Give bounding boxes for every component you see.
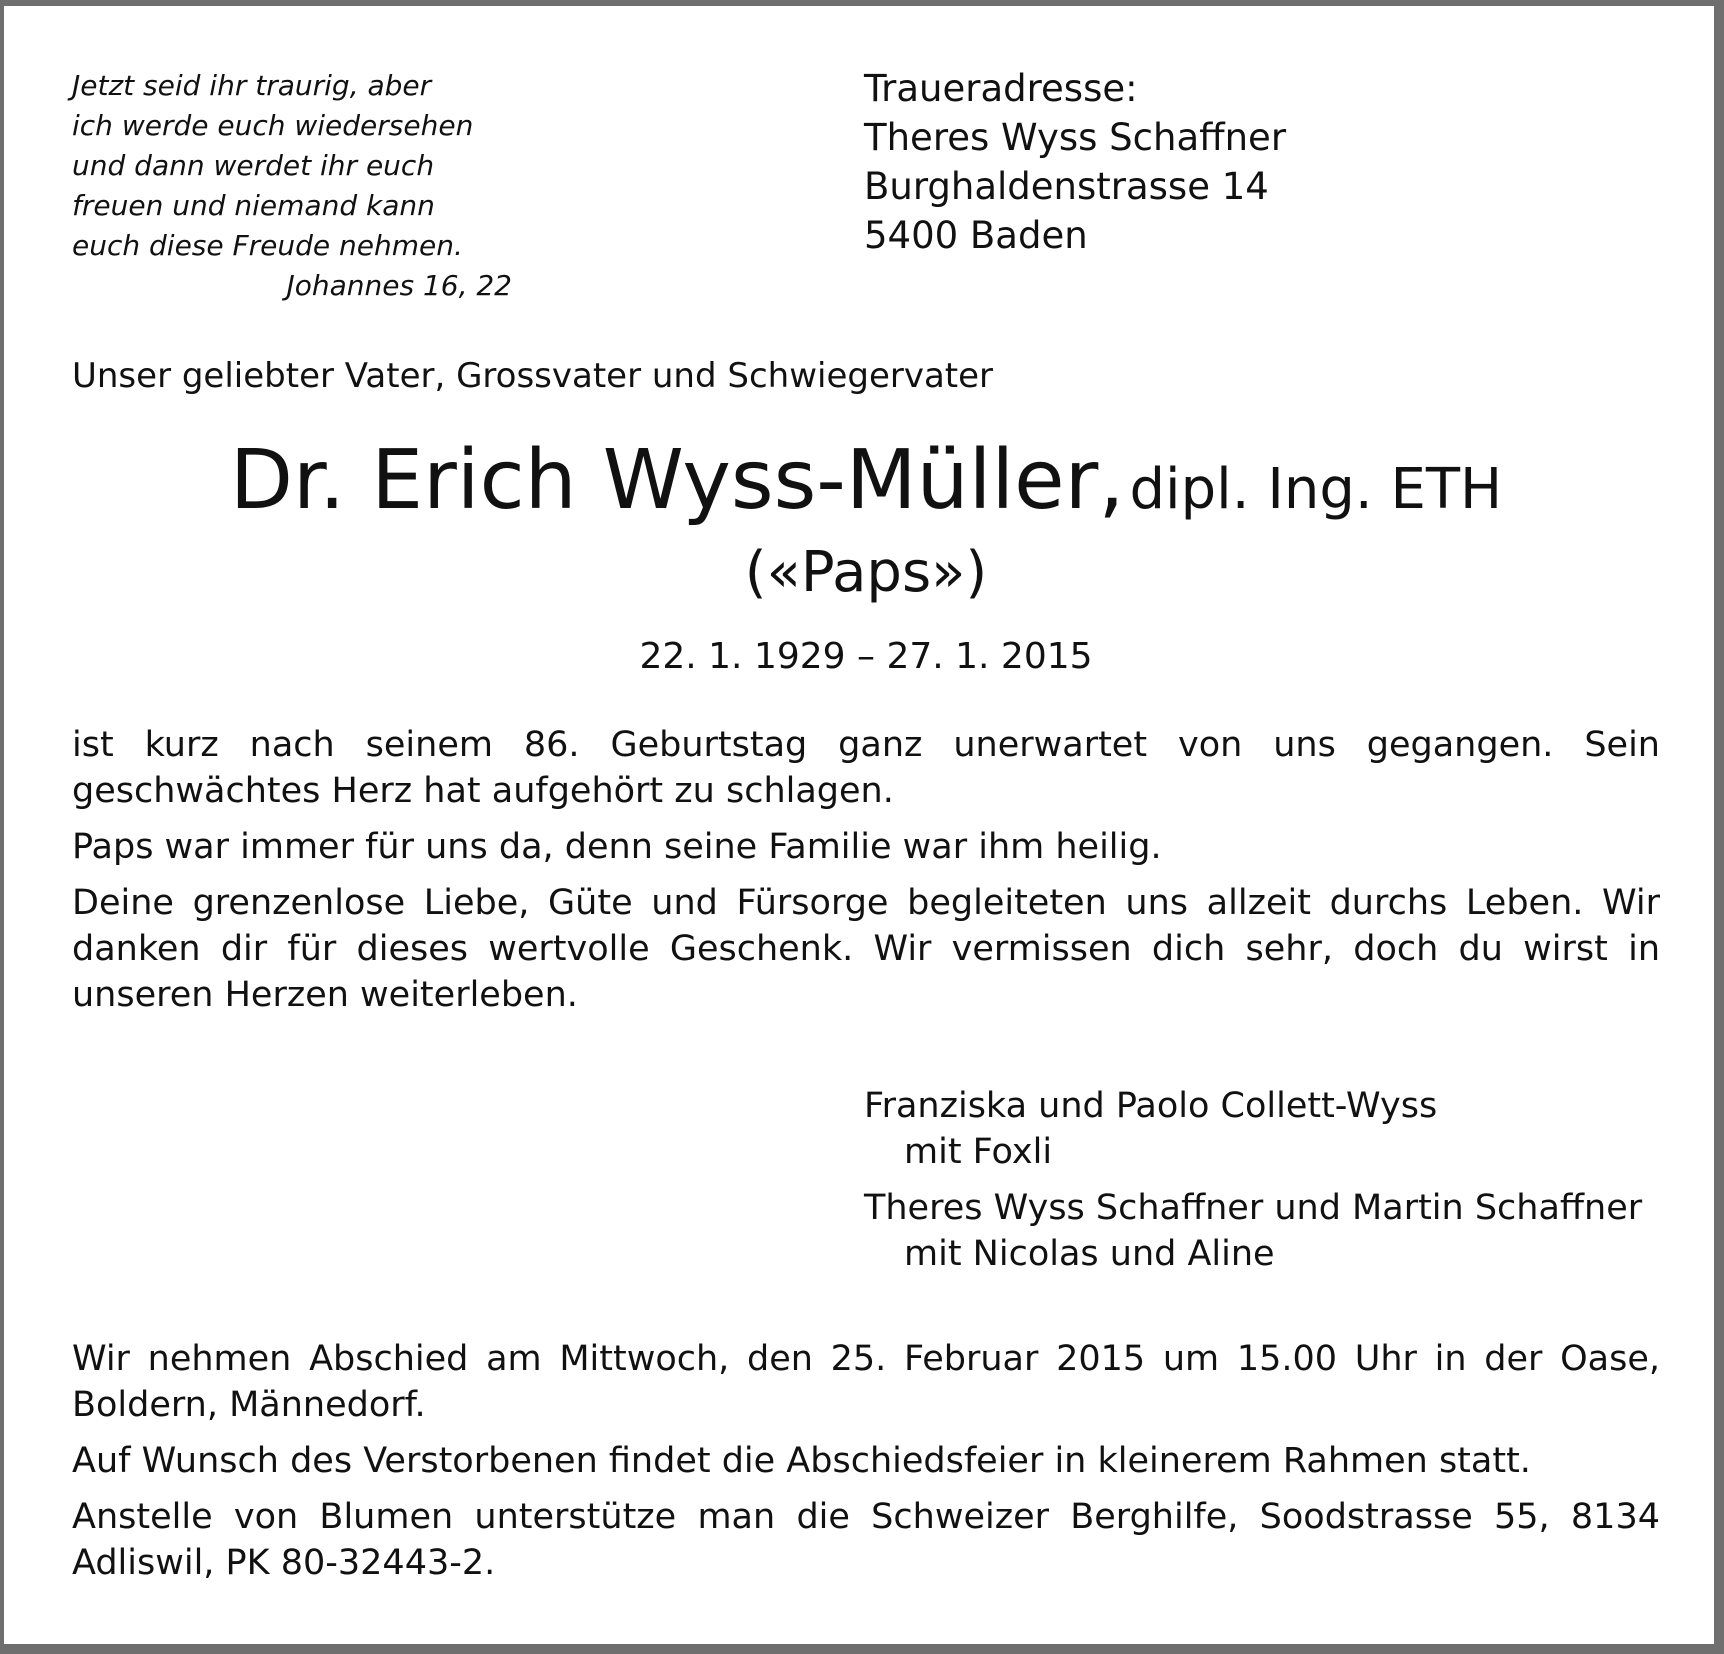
paragraph: Wir nehmen Abschied am Mittwoch, den 25. Februar 2015 um 15.00 Uhr in der Oase, Boldern, Männedorf. bbox=[72, 1339, 1660, 1425]
paragraph: Auf Wunsch des Verstorbenen findet die Abschiedsfeier in kleinerem Rahmen statt. bbox=[72, 1441, 1531, 1481]
verse-line: ich werde euch wiedersehen bbox=[72, 109, 474, 142]
verse-line: euch diese Freude nehmen. bbox=[72, 229, 463, 262]
family-names: Franziska und Paolo Collett-Wyss bbox=[864, 1086, 1438, 1126]
verse-line: und dann werdet ihr euch bbox=[72, 149, 435, 182]
paragraph: Paps war immer für uns da, denn seine Familie war ihm heilig. bbox=[72, 827, 1162, 867]
life-dates: 22. 1. 1929 – 27. 1. 2015 bbox=[639, 636, 1093, 677]
family-signatures bbox=[864, 1083, 1642, 1287]
address-city: 5400 Baden bbox=[864, 214, 1088, 257]
intro-text: Unser geliebter Vater, Grossvater und Schwiegervater bbox=[72, 356, 994, 396]
family-group bbox=[864, 1083, 1642, 1175]
deceased-title: dipl. Ing. ETH bbox=[1129, 457, 1503, 522]
mourning-address bbox=[864, 64, 1286, 260]
family-children: mit Foxli bbox=[904, 1132, 1053, 1172]
verse-line: Jetzt seid ihr traurig, aber bbox=[72, 69, 432, 102]
paragraph: Deine grenzenlose Liebe, Güte und Fürsorge begleiteten uns allzeit durchs Leben. Wir danken dir für dieses wertvolle Geschenk. Wir vermissen dich sehr, doch du wirst in unseren Herzen weiterleben. bbox=[72, 883, 1660, 1015]
address-label: Traueradresse: bbox=[864, 67, 1138, 110]
address-street: Burghaldenstrasse 14 bbox=[864, 165, 1269, 208]
family-names: Theres Wyss Schaffner und Martin Schaffner bbox=[864, 1188, 1643, 1228]
verse-line: freuen und niemand kann bbox=[72, 189, 435, 222]
main-text bbox=[72, 722, 1660, 1028]
deceased-nickname: («Paps») bbox=[744, 540, 988, 605]
address-name: Theres Wyss Schaffner bbox=[864, 116, 1287, 159]
family-group bbox=[864, 1185, 1642, 1277]
funeral-information bbox=[72, 1336, 1660, 1596]
family-children: mit Nicolas und Aline bbox=[904, 1234, 1275, 1274]
bible-verse bbox=[72, 66, 512, 306]
deceased-name: Dr. Erich Wyss-Müller, bbox=[229, 433, 1125, 528]
paragraph: Anstelle von Blumen unterstütze man die Schweizer Berghilfe, Soodstrasse 55, 8134 Adliswil, PK 80-32443-2. bbox=[72, 1497, 1660, 1583]
verse-reference: Johannes 16, 22 bbox=[286, 269, 512, 302]
paragraph: ist kurz nach seinem 86. Geburtstag ganz unerwartet von uns gegangen. Sein geschwächtes Herz hat aufgehört zu schlagen. bbox=[72, 725, 1660, 811]
